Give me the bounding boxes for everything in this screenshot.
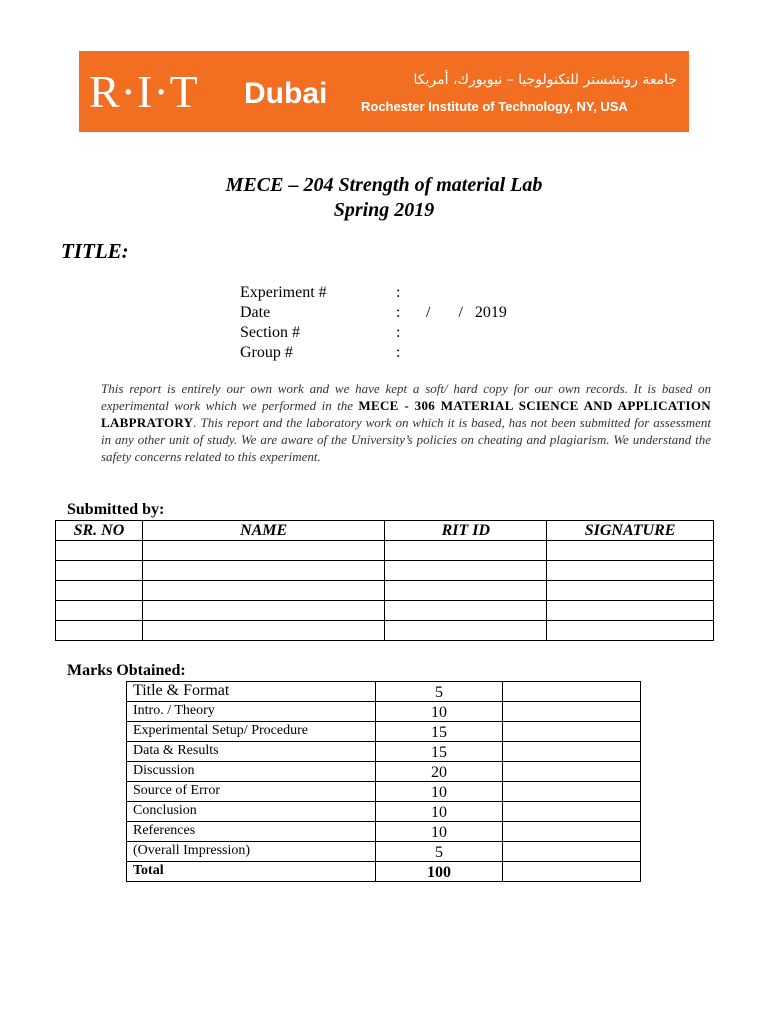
course-term: Spring 2019	[333, 199, 435, 221]
table-cell[interactable]	[547, 601, 714, 621]
marks-obtained-cell[interactable]	[503, 742, 641, 762]
campus-name: Dubai	[244, 77, 328, 110]
table-cell[interactable]	[56, 561, 143, 581]
table-cell[interactable]	[385, 621, 547, 641]
table-cell[interactable]	[56, 621, 143, 641]
marks-obtained-cell[interactable]	[503, 822, 641, 842]
arabic-university-name: جامعة روتشستر للتكنولوجيا – نيويورك، أمريكا	[413, 72, 677, 88]
info-label: Date	[240, 304, 271, 321]
info-colon: :	[396, 304, 401, 321]
info-row-experiment	[240, 283, 507, 303]
marks-item: Conclusion	[127, 802, 376, 822]
column-header-rit-id: RIT ID	[385, 521, 547, 541]
table-row	[56, 561, 714, 581]
experiment-info	[240, 283, 507, 363]
marks-item: Title & Format	[127, 682, 376, 702]
marks-obtained-cell[interactable]	[503, 782, 641, 802]
info-colon: :	[396, 344, 401, 361]
marks-item: Discussion	[127, 762, 376, 782]
declaration-paragraph	[101, 380, 711, 465]
submitted-by-table	[55, 520, 714, 641]
table-cell[interactable]	[547, 561, 714, 581]
table-row	[56, 621, 714, 641]
marks-item: Intro. / Theory	[127, 702, 376, 722]
marks-table	[126, 681, 641, 882]
course-title: MECE – 204 Strength of material Lab	[225, 174, 543, 196]
table-cell[interactable]	[385, 561, 547, 581]
course-heading	[0, 173, 768, 223]
table-cell[interactable]	[56, 541, 143, 561]
info-row-section	[240, 323, 507, 343]
column-header-name: NAME	[142, 521, 385, 541]
marks-obtained-label: Marks Obtained:	[67, 662, 186, 679]
table-cell[interactable]	[142, 581, 385, 601]
marks-item: Experimental Setup/ Procedure	[127, 722, 376, 742]
marks-row	[127, 802, 641, 822]
marks-row	[127, 722, 641, 742]
marks-row	[127, 762, 641, 782]
marks-item: Source of Error	[127, 782, 376, 802]
marks-obtained-cell[interactable]	[503, 762, 641, 782]
table-cell[interactable]	[142, 601, 385, 621]
report-title-label: TITLE:	[61, 239, 129, 263]
marks-max-points: 20	[375, 762, 503, 782]
table-cell[interactable]	[385, 601, 547, 621]
marks-max-points: 10	[375, 802, 503, 822]
declaration-text-2: . This report and the laboratory work on which it is based, has not been submitted for assessment in any other unit of study. We are aware of the University’s policies on cheating and plagiarism. We understand the safety concerns related to this experiment.	[101, 415, 711, 464]
table-cell[interactable]	[56, 601, 143, 621]
table-cell[interactable]	[142, 561, 385, 581]
table-row	[56, 581, 714, 601]
table-cell[interactable]	[547, 581, 714, 601]
header-banner	[79, 51, 689, 132]
info-colon: :	[396, 324, 401, 341]
marks-max-points: 5	[375, 682, 503, 702]
column-header-sr-no: SR. NO	[56, 521, 143, 541]
marks-item: Data & Results	[127, 742, 376, 762]
table-cell[interactable]	[142, 621, 385, 641]
submitted-by-label: Submitted by:	[67, 501, 165, 518]
marks-max-points: 15	[375, 742, 503, 762]
info-label: Group #	[240, 344, 293, 361]
marks-max-points: 15	[375, 722, 503, 742]
info-row-date	[240, 303, 507, 323]
table-header-row	[56, 521, 714, 541]
marks-max-points: 10	[375, 702, 503, 722]
marks-obtained-cell[interactable]	[503, 702, 641, 722]
rit-logo: R·I·T	[89, 66, 199, 117]
table-cell[interactable]	[142, 541, 385, 561]
table-cell[interactable]	[547, 621, 714, 641]
table-cell[interactable]	[547, 541, 714, 561]
marks-row	[127, 682, 641, 702]
info-label: Section #	[240, 324, 300, 341]
marks-max-points: 5	[375, 842, 503, 862]
marks-max-points: 10	[375, 822, 503, 842]
marks-row	[127, 742, 641, 762]
info-colon: :	[396, 284, 401, 301]
declaration-text-1: This report is entirely our own work and we have kept a soft/ hard copy for our own records. It is based on experimental work which we performed in the	[101, 381, 711, 413]
marks-item: (Overall Impression)	[127, 842, 376, 862]
marks-row	[127, 822, 641, 842]
marks-row	[127, 842, 641, 862]
info-row-group	[240, 343, 507, 363]
table-cell[interactable]	[56, 581, 143, 601]
table-row	[56, 601, 714, 621]
marks-total-label: Total	[127, 862, 376, 882]
marks-row	[127, 782, 641, 802]
marks-obtained-cell[interactable]	[503, 842, 641, 862]
university-full-name: Rochester Institute of Technology, NY, USA	[361, 99, 628, 114]
column-header-signature: SIGNATURE	[547, 521, 714, 541]
marks-total-obtained-cell[interactable]	[503, 862, 641, 882]
date-value: / / 2019	[426, 304, 507, 321]
table-row	[56, 541, 714, 561]
marks-total-points: 100	[375, 862, 503, 882]
marks-max-points: 10	[375, 782, 503, 802]
marks-item: References	[127, 822, 376, 842]
declaration-lab-name: MECE - 306 MATERIAL SCIENCE AND APPLICATION LABPRATORY	[101, 398, 711, 430]
marks-obtained-cell[interactable]	[503, 802, 641, 822]
marks-row	[127, 702, 641, 722]
marks-obtained-cell[interactable]	[503, 682, 641, 702]
marks-obtained-cell[interactable]	[503, 722, 641, 742]
table-cell[interactable]	[385, 581, 547, 601]
table-cell[interactable]	[385, 541, 547, 561]
info-label: Experiment #	[240, 284, 327, 301]
marks-total-row	[127, 862, 641, 882]
